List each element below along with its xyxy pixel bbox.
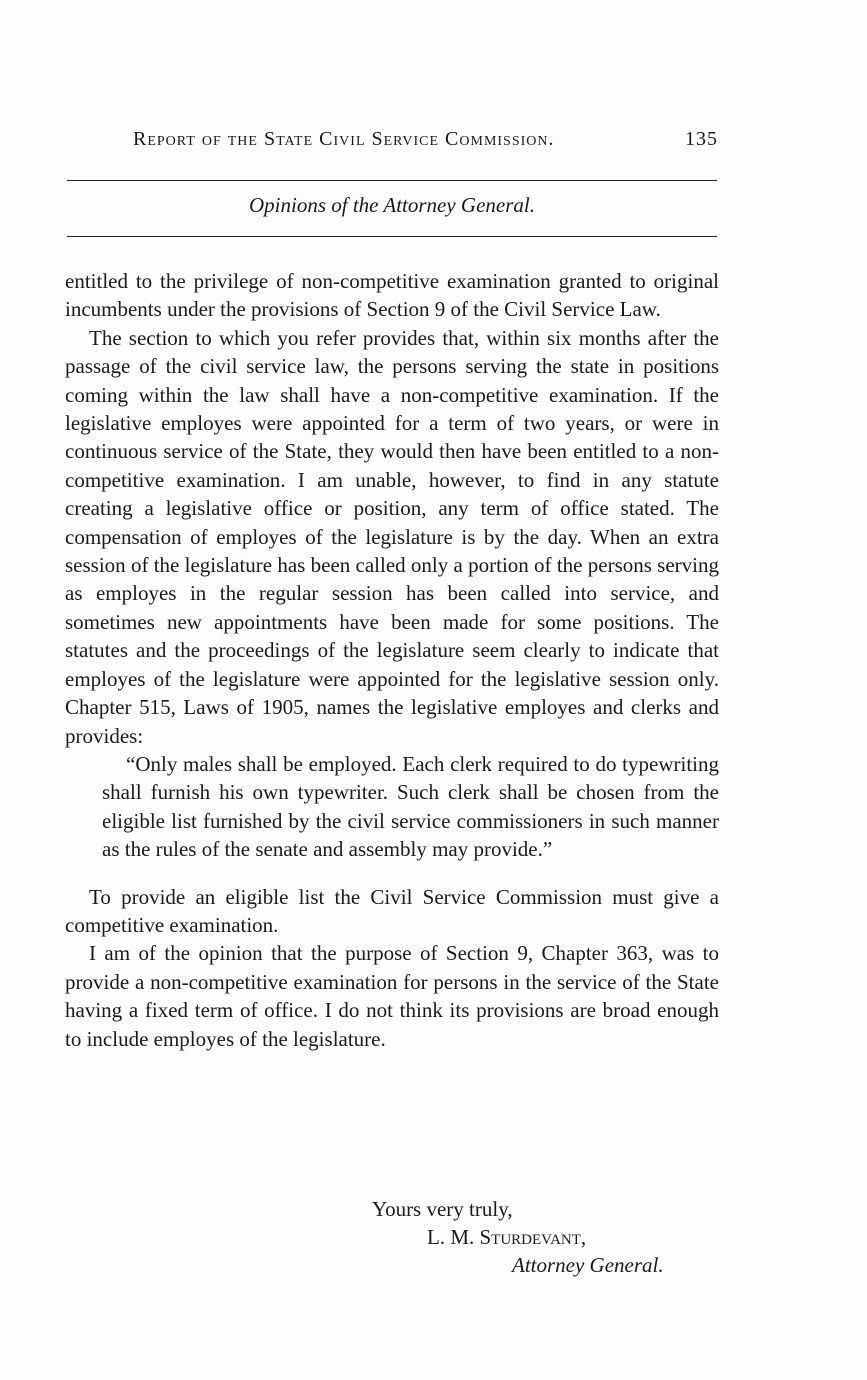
paragraph-continuation: entitled to the privilege of non-competitive examination granted to original incumbents under the provisions of Section 9 of the Civil Service Law. bbox=[65, 269, 719, 322]
body-text bbox=[65, 267, 719, 1053]
running-title: Report of the State Civil Service Commission. bbox=[133, 128, 555, 150]
section-title: Opinions of the Attorney General. bbox=[249, 193, 535, 217]
paragraph-opinion: I am of the opinion that the purpose of Section 9, Chapter 363, was to provide a non-competitive examination for persons in the service of the State having a fixed term of office. I do not think its provisions are broad enough to include employes of the legislature. bbox=[65, 941, 719, 1051]
page-number: 135 bbox=[685, 128, 718, 150]
header-rule-top bbox=[67, 180, 717, 181]
header-rule-bottom bbox=[67, 236, 717, 237]
block-quote: “Only males shall be employed. Each clerk required to do typewriting shall furnish his own typewriter. Such clerk shall be chosen from the eligible list furnished by the civil service commissioners in such manner as the rules of the senate and assembly may provide.” bbox=[102, 751, 719, 862]
paragraph-section-explanation: The section to which you refer provides that, within six months after the passage of the civil service law, the persons serving the state in positions coming within the law shall have a non-competitive examination. If the legislative employes were appointed for a term of two years, or were in continuous service of the State, they would then have been entitled to a non-competitive examination. I am unable, however, to find in any statute creating a legislative office or position, any term of office stated. The compensation of employes of the legislature is by the day. When an extra session of the legislature has been called only a portion of the persons serving as employes in the regular session has been called into service, and sometimes new appointments have been made for some positions. The statutes and the proceedings of the legislature seem clearly to indicate that employes of the legislature were appointed for the legislative session only. Chapter 515, Laws of 1905, names the legislative employes and clerks and provides: bbox=[65, 325, 719, 748]
paragraph-eligible-list: To provide an eligible list the Civil Service Commission must give a competitive examination. bbox=[65, 884, 719, 937]
running-head bbox=[133, 128, 718, 151]
salutation: Yours very truly, bbox=[372, 1197, 513, 1221]
signature-name: L. M. Sturdevant, bbox=[427, 1225, 587, 1249]
signature-title: Attorney General. bbox=[512, 1253, 664, 1277]
